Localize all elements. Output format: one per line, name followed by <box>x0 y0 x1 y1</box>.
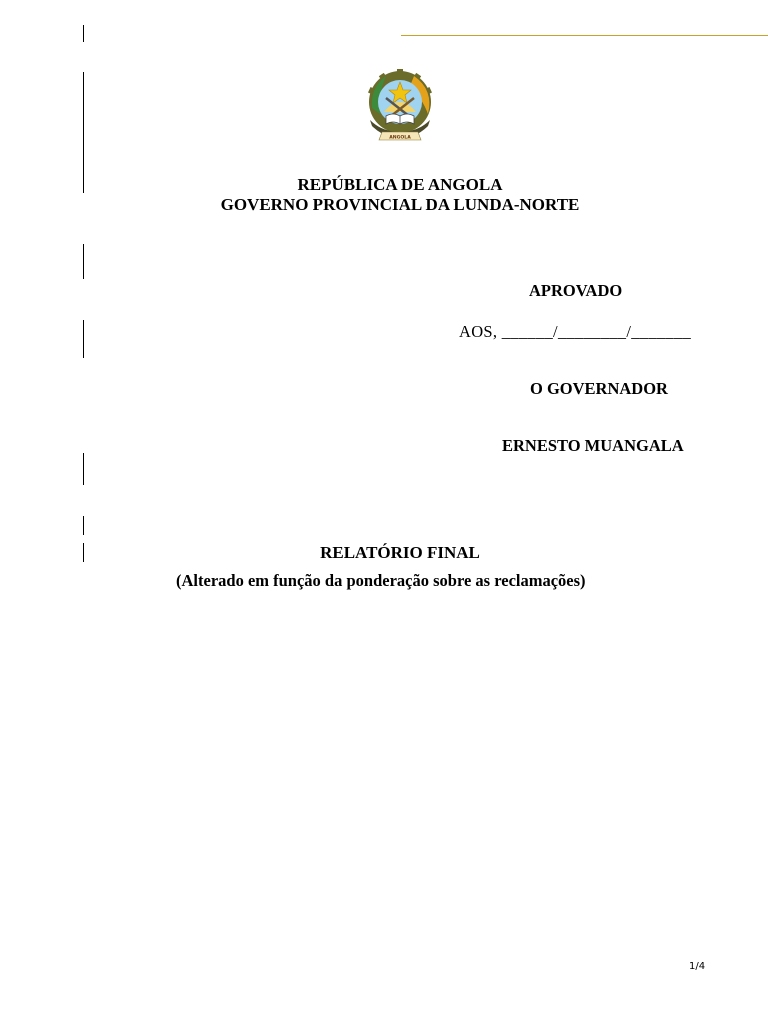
angola-coat-of-arms-icon <box>364 68 436 146</box>
header-rule <box>401 35 768 36</box>
approval-status: APROVADO <box>529 281 623 300</box>
approval-role: O GOVERNADOR <box>530 379 668 398</box>
approval-date-line: AOS, ______/________/_______ <box>459 322 692 341</box>
header-government: GOVERNO PROVINCIAL DA LUNDA-NORTE <box>220 195 580 214</box>
emblem-ribbon-text: ANGOLA <box>389 135 411 141</box>
margin-change-bar <box>83 320 84 358</box>
margin-change-bar <box>83 244 84 279</box>
report-title: RELATÓRIO FINAL <box>320 543 480 562</box>
margin-change-bar <box>83 453 84 485</box>
margin-change-bar <box>83 516 84 535</box>
margin-change-bar <box>83 25 84 42</box>
approval-name: ERNESTO MUANGALA <box>502 436 684 455</box>
page-number: 1/4 <box>689 961 706 972</box>
header-country: REPÚBLICA DE ANGOLA <box>297 175 503 194</box>
report-subtitle: (Alterado em função da ponderação sobre as reclamações) <box>176 571 586 590</box>
